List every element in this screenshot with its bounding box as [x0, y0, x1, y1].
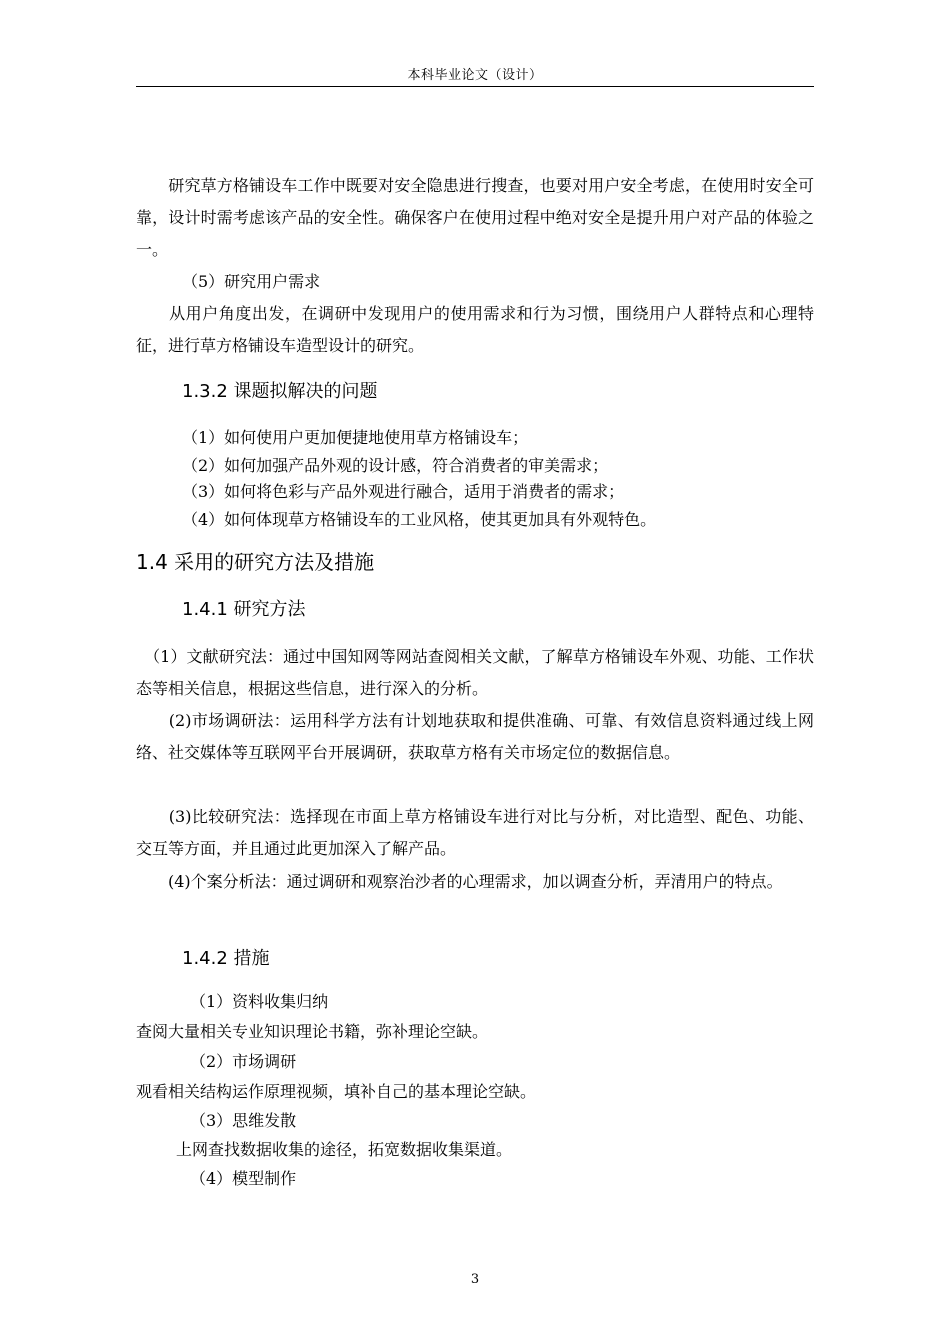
- paragraph-method-1: （1）文献研究法：通过中国知网等网站查阅相关文献，了解草方格铺设车外观、功能、工作状态等相关信息，根据这些信息，进行深入的分析。: [136, 647, 814, 698]
- measure-2-body: 观看相关结构运作原理视频，填补自己的基本理论空缺。: [136, 1082, 537, 1101]
- measure-3-title: （3）思维发散: [190, 1111, 297, 1130]
- heading-1-4: 1.4 采用的研究方法及措施: [136, 550, 375, 574]
- paragraph-safety: 研究草方格铺设车工作中既要对安全隐患进行搜查，也要对用户安全考虑，在使用时安全可靠，设计时需考虑该产品的安全性。确保客户在使用过程中绝对安全是提升用户对产品的体验之一。: [136, 176, 814, 259]
- page-number: 3: [470, 1272, 480, 1287]
- list-item: （3）如何将色彩与产品外观进行融合，适用于消费者的需求；: [182, 482, 625, 501]
- heading-1-4-1: 1.4.1 研究方法: [182, 599, 306, 620]
- measure-2-title: （2）市场调研: [190, 1052, 297, 1071]
- measure-4-title: （4）模型制作: [190, 1169, 297, 1188]
- measure-1-title: （1）资料收集归纳: [190, 992, 329, 1011]
- paragraph-method-4: (4)个案分析法：通过调研和观察治沙者的心理需求，加以调查分析，弄清用户的特点。: [136, 872, 783, 891]
- heading-1-3-2: 1.3.2 课题拟解决的问题: [182, 381, 378, 402]
- measure-1-body: 查阅大量相关专业知识理论书籍，弥补理论空缺。: [136, 1022, 489, 1041]
- paragraph-method-2: (2)市场调研法：运用科学方法有计划地获取和提供准确、可靠、有效信息资料通过线上网络、社交媒体等互联网平台开展调研，获取草方格有关市场定位的数据信息。: [136, 711, 814, 762]
- item5-title: （5）研究用户需求: [182, 272, 321, 291]
- heading-1-4-2: 1.4.2 措施: [182, 948, 270, 969]
- page-header-title: 本科毕业论文（设计）: [407, 68, 543, 83]
- measure-3-body: 上网查找数据收集的途径，拓宽数据收集渠道。: [176, 1140, 513, 1159]
- header-divider: [136, 86, 814, 87]
- list-item: （1）如何使用户更加便捷地使用草方格铺设车；: [182, 428, 529, 447]
- paragraph-user-needs: 从用户角度出发，在调研中发现用户的使用需求和行为习惯，围绕用户人群特点和心理特征，进行草方格铺设车造型设计的研究。: [136, 304, 814, 355]
- list-item: （2）如何加强产品外观的设计感，符合消费者的审美需求；: [182, 456, 609, 475]
- paragraph-method-3: (3)比较研究法：选择现在市面上草方格铺设车进行对比与分析，对比造型、配色、功能、交互等方面，并且通过此更加深入了解产品。: [136, 807, 814, 858]
- list-item: （4）如何体现草方格铺设车的工业风格，使其更加具有外观特色。: [182, 510, 657, 529]
